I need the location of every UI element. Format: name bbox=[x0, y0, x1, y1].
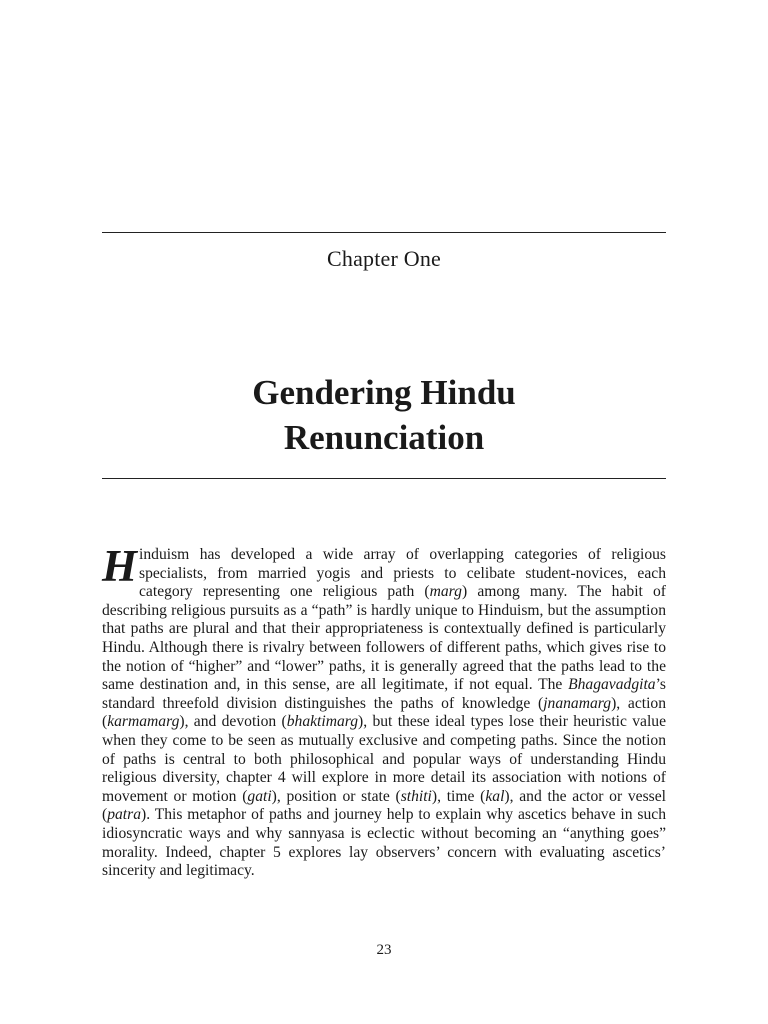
text-segment: ), position or state ( bbox=[271, 787, 401, 805]
italic-term: gati bbox=[247, 787, 272, 805]
italic-term: Bhagavadgita bbox=[568, 676, 656, 694]
text-segment: ). This metaphor of paths and journey help to explain why ascetics behave in such idiosyncratic ways and why sannyasa is eclectic without becoming an “anything goes” morality. Indeed, chapter 5 explores lay observers’ concern with evaluating ascetics’ sincerity and legitimacy. bbox=[102, 806, 666, 880]
chapter-title-line-1: Gendering Hindu bbox=[252, 373, 516, 412]
text-segment: ), and devotion ( bbox=[179, 713, 287, 731]
italic-term: patra bbox=[107, 806, 141, 824]
text-segment: ), and the actor or vessel ( bbox=[102, 787, 666, 824]
chapter-title bbox=[102, 370, 666, 460]
italic-term: kal bbox=[485, 787, 505, 805]
chapter-title-line-2: Renunciation bbox=[283, 418, 485, 457]
chapter-label: Chapter One bbox=[327, 246, 441, 271]
text-segment: ), but these ideal types lose their heuristic value when they come to be seen as mutually exclusive and competing paths. Since the notion of paths is central to both philosophical and popular ways of understanding Hindu religious diversity, chapter 4 will explore in more detail its association with notions of movement or motion ( bbox=[102, 713, 666, 805]
text-segment: ’s standard threefold division distinguishes the paths of knowledge ( bbox=[102, 676, 666, 712]
page-number: 23 bbox=[376, 942, 392, 958]
paragraph-text bbox=[102, 541, 666, 880]
italic-term: karmamarg bbox=[107, 713, 180, 731]
bottom-rule bbox=[102, 478, 666, 479]
body-paragraph bbox=[102, 541, 666, 881]
italic-term: sthiti bbox=[400, 787, 432, 805]
opening-paragraph bbox=[102, 541, 666, 881]
text-segment: ), action ( bbox=[102, 694, 666, 731]
italic-term: marg bbox=[429, 583, 462, 601]
italic-term: bhaktimarg bbox=[286, 713, 359, 731]
italic-term: jnanamarg bbox=[543, 694, 612, 712]
text-segment: induism has developed a wide array of overlapping categories of religious specialists, from married yogis and priests to celibate student-novices, each category representing one religious path ( bbox=[139, 546, 666, 601]
text-segment: ) among many. The habit of describing religious pursuits as a “path” is hardly unique to Hinduism, but the assumption that paths are plural and that their appropriateness is contextually defined is particularly Hindu. Although there is rivalry between followers of different paths, which gives rise to the notion of “higher” and “lower” paths, it is generally agreed that the paths lead to the same destination and, in this sense, are all legitimate, if not equal. The bbox=[102, 583, 666, 694]
drop-cap: H bbox=[102, 541, 138, 591]
top-rule bbox=[102, 232, 666, 233]
text-segment: ), time ( bbox=[431, 787, 486, 805]
